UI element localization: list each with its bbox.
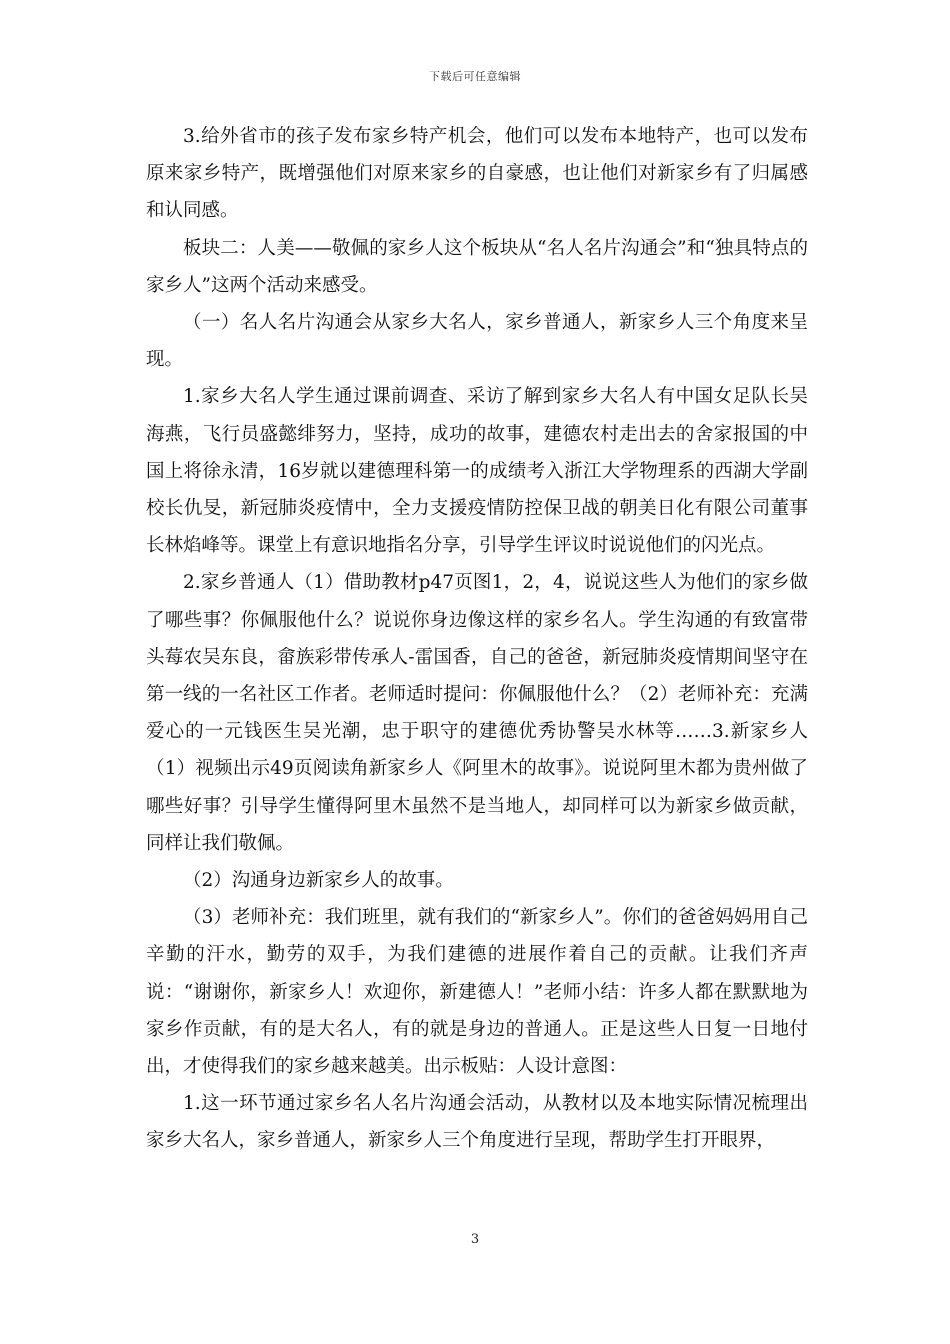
- page-number: 3: [470, 1232, 480, 1247]
- paragraph-specialty-sharing: 3.给外省市的孩子发布家乡特产机会，他们可以发布本地特产，也可以发布原来家乡特产，既增强他们对原来家乡的自豪感，也让他们对新家乡有了归属感和认同感。: [146, 126, 808, 222]
- paragraph-design-intent: 1.这一环节通过家乡名人名片沟通会活动，从教材以及本地实际情况梳理出家乡大名人，家乡普通人，新家乡人三个角度进行呈现，帮助学生打开眼界，: [146, 1093, 808, 1152]
- paragraph-new-residents-stories: （2）沟通身边新家乡人的故事。: [183, 870, 454, 892]
- paragraph-famous-people: 1.家乡大名人学生通过课前调查、采访了解到家乡大名人有中国女足队长吴海燕，飞行员盛懿绯努力，坚持，成功的故事，建德农村走出去的舍家报国的中国上将徐永清，16岁就以建德理科第一的成绩考入浙江大学物理系的西湖大学副校长仇旻，新冠肺炎疫情中，全力支援疫情防控保卫战的朝美日化有限公司董事长林焰峰等。课堂上有意识地指名分享，引导学生评议时说说他们的闪光点。: [146, 386, 808, 557]
- document-body: [146, 118, 808, 1160]
- paragraph-ordinary-people: 2.家乡普通人（1）借助教材p47页图1，2，4，说说这些人为他们的家乡做了哪些事？你佩服他什么？说说你身边像这样的家乡名人。学生沟通的有致富带头莓农吴东良，畲族彩带传承人-雷国香，自己的爸爸，新冠肺炎疫情期间坚守在第一线的一名社区工作者。老师适时提问：你佩服他什么？（2）老师补充：充满爱心的一元钱医生吴光潮，忠于职守的建德优秀协警吴水林等……3.新家乡人（1）视频出示49页阅读角新家乡人《阿里木的故事》。说说阿里木都为贵州做了哪些好事？引导学生懂得阿里木虽然不是当地人，却同样可以为新家乡做贡献，同样让我们敬佩。: [146, 572, 808, 854]
- paragraph-section-two-intro: 板块二：人美——敬佩的家乡人这个板块从“名人名片沟通会”和“独具特点的家乡人”这两个活动来感受。: [146, 237, 808, 296]
- page-header: 下载后可任意编辑: [429, 70, 521, 83]
- paragraph-card-exchange-intro: （一）名人名片沟通会从家乡大名人，家乡普通人，新家乡人三个角度来呈现。: [146, 312, 808, 371]
- paragraph-teacher-supplement: （3）老师补充：我们班里，就有我们的“新家乡人”。你们的爸爸妈妈用自己辛勤的汗水，勤劳的双手，为我们建德的进展作着自己的贡献。让我们齐声说：“谢谢你，新家乡人！欢迎你，新建德人！”老师小结：许多人都在默默地为家乡作贡献，有的是大名人，有的就是身边的普通人。正是这些人日复一日地付出，才使得我们的家乡越来越美。出示板贴：人设计意图：: [146, 907, 808, 1078]
